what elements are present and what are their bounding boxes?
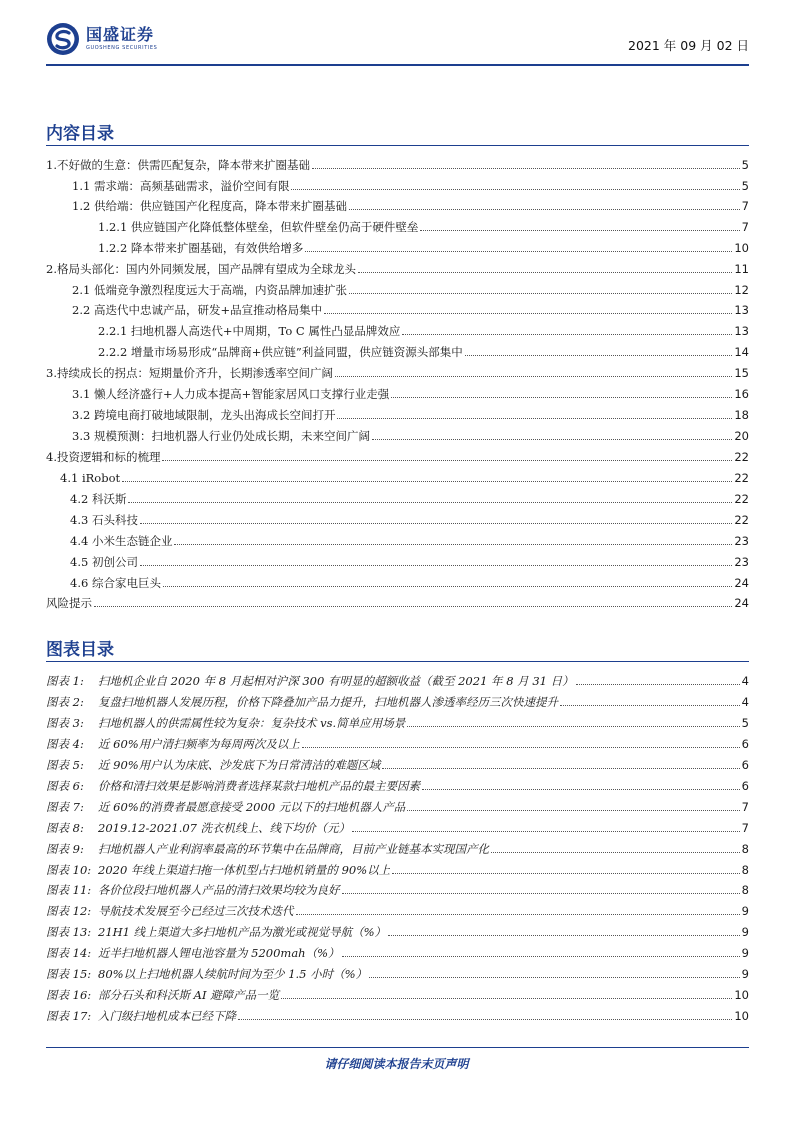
toc-entry[interactable] (98, 235, 749, 255)
toc-entry[interactable] (46, 590, 749, 610)
toc-entry-page: 18 (734, 408, 749, 422)
figure-entry-page: 8 (741, 863, 749, 877)
toc-entry[interactable] (98, 318, 749, 338)
figure-entry-label: 图表 17: (46, 1009, 92, 1023)
toc-entry-page: 7 (741, 199, 749, 213)
toc-entry-title: 2.格局头部化：国内外同频发展，国产品牌有望成为全球龙头 (46, 262, 356, 276)
toc-entry[interactable] (72, 423, 749, 443)
toc-entry-page: 13 (734, 303, 749, 317)
toc-entry[interactable] (46, 152, 749, 172)
toc-entry-page: 22 (734, 513, 749, 527)
figure-leader-dots (281, 998, 732, 999)
figure-leader-dots (382, 768, 739, 769)
brand-name: 国盛证券 (86, 25, 155, 44)
figure-entry[interactable] (46, 689, 749, 709)
toc-leader-dots (465, 355, 733, 356)
brand-name-en: GUOSHENG SECURITIES (86, 45, 158, 51)
toc-entry-page: 7 (741, 220, 749, 234)
toc-entry[interactable] (98, 214, 749, 234)
toc-leader-dots (324, 313, 732, 314)
contents-title-divider (46, 145, 749, 146)
figure-entry[interactable] (46, 731, 749, 751)
figure-leader-dots (576, 684, 740, 685)
toc-leader-dots (335, 376, 732, 377)
toc-entry-page: 12 (734, 283, 749, 297)
figure-leader-dots (302, 747, 740, 748)
report-date: 2021 年 09 月 02 日 (628, 38, 749, 53)
toc-entry-page: 20 (734, 429, 749, 443)
toc-entry-page: 15 (734, 366, 749, 380)
figure-leader-dots (369, 977, 740, 978)
toc-leader-dots (128, 502, 732, 503)
figure-leader-dots (238, 1019, 732, 1020)
toc-entry-page: 23 (734, 555, 749, 569)
figure-entry[interactable] (46, 940, 749, 960)
figure-entry-page: 9 (741, 904, 749, 918)
figure-entry-label: 图表 5: (46, 758, 84, 772)
figure-leader-dots (342, 893, 740, 894)
figure-entry-page: 9 (741, 946, 749, 960)
toc-entry-title: 3.3 规模预测：扫地机器人行业仍处成长期，未来空间广阔 (72, 429, 370, 443)
figure-leader-dots (296, 914, 740, 915)
figure-entry-label: 图表 10: (46, 863, 92, 877)
figure-entry-label: 图表 8: (46, 821, 84, 835)
toc-entry[interactable] (46, 360, 749, 380)
toc-leader-dots (163, 586, 732, 587)
toc-entry[interactable] (72, 173, 749, 193)
toc-entry-title: 2.1 低端竞争激烈程度远大于高端，内资品牌加速扩张 (72, 283, 347, 297)
toc-entry-title: 1.2 供给端：供应链国产化程度高，降本带来扩圈基础 (72, 199, 347, 213)
page-footer: 请仔细阅读本报告末页声明 (324, 1057, 469, 1071)
toc-leader-dots (140, 565, 732, 566)
toc-leader-dots (420, 230, 739, 231)
figure-entry-page: 6 (741, 737, 749, 751)
figure-leader-dots (407, 810, 739, 811)
figure-entry[interactable] (46, 961, 749, 981)
toc-entry-title: 1.2.2 降本带来扩圈基础，有效供给增多 (98, 241, 304, 255)
toc-entry-title: 4.5 初创公司 (70, 555, 138, 569)
figure-entry[interactable] (46, 794, 749, 814)
toc-leader-dots (372, 439, 732, 440)
toc-entry[interactable] (70, 486, 749, 506)
figure-entry-title: 复盘扫地机器人发展历程，价格下降叠加产品力提升，扫地机器人渗透率经历三次快速提升 (98, 695, 558, 709)
toc-leader-dots (349, 293, 732, 294)
figure-entry-label: 图表 11: (46, 883, 92, 897)
figure-entry-page: 7 (741, 800, 749, 814)
toc-entry-title: 1.不好做的生意：供需匹配复杂，降本带来扩圈基础 (46, 158, 310, 172)
toc-entry-page: 5 (741, 179, 749, 193)
figure-entry[interactable] (46, 668, 749, 688)
figure-entry-page: 10 (734, 1009, 749, 1023)
brand-logo-icon (46, 22, 80, 56)
toc-entry-title: 3.持续成长的拐点：短期量价齐升，长期渗透率空间广阔 (46, 366, 333, 380)
figure-entry[interactable] (46, 982, 749, 1002)
figure-entry[interactable] (46, 877, 749, 897)
toc-entry-title: 4.3 石头科技 (70, 513, 138, 527)
toc-entry[interactable] (70, 507, 749, 527)
figure-entry-title: 近 90%用户认为床底、沙发底下为日常清洁的难题区域 (98, 758, 381, 772)
figure-entry-label: 图表 1: (46, 674, 84, 688)
toc-entry-page: 23 (734, 534, 749, 548)
toc-entry-title: 1.2.1 供应链国产化降低整体壁垒，但软件壁垒仍高于硬件壁垒 (98, 220, 419, 234)
toc-entry-title: 4.1 iRobot (60, 471, 121, 485)
figure-entry-label: 图表 12: (46, 904, 92, 918)
figure-entry-label: 图表 9: (46, 842, 84, 856)
figure-entry[interactable] (46, 919, 749, 939)
figure-entry-title: 各价位段扫地机器人产品的清扫效果均较为良好 (98, 883, 340, 897)
figure-entry[interactable] (46, 836, 749, 856)
toc-leader-dots (174, 544, 732, 545)
figure-entry-page: 4 (741, 695, 749, 709)
figures-title-divider (46, 661, 749, 662)
figure-entry[interactable] (46, 710, 749, 730)
figure-entry-title: 导航技术发展至今已经过三次技术迭代 (98, 904, 294, 918)
figure-entry-title: 扫地机器人产业利润率最高的环节集中在品牌商，目前产业链基本实现国产化 (98, 842, 489, 856)
figure-entry[interactable] (46, 857, 749, 877)
figure-leader-dots (407, 726, 739, 727)
toc-entry-page: 10 (734, 241, 749, 255)
toc-entry-title: 3.2 跨境电商打破地域限制，龙头出海成长空间打开 (72, 408, 336, 422)
figure-entry-page: 9 (741, 925, 749, 939)
figure-entry[interactable] (46, 773, 749, 793)
figure-entry[interactable] (46, 815, 749, 835)
figure-leader-dots (422, 789, 740, 790)
toc-leader-dots (402, 334, 732, 335)
toc-entry[interactable] (98, 339, 749, 359)
toc-leader-dots (94, 606, 732, 607)
figure-entry-label: 图表 14: (46, 946, 92, 960)
figure-entry-label: 图表 13: (46, 925, 92, 939)
toc-entry[interactable] (72, 381, 749, 401)
figure-entry[interactable] (46, 1003, 749, 1023)
toc-entry-title: 4.4 小米生态链企业 (70, 534, 173, 548)
toc-entry-title: 4.2 科沃斯 (70, 492, 127, 506)
figure-entry[interactable] (46, 898, 749, 918)
toc-entry[interactable] (46, 444, 749, 464)
toc-leader-dots (337, 418, 732, 419)
toc-leader-dots (349, 209, 740, 210)
brand-logo (46, 22, 157, 56)
figure-entry-title: 扫地机器人的供需属性较为复杂：复杂技术 vs.简单应用场景 (98, 716, 406, 730)
toc-leader-dots (312, 168, 740, 169)
toc-entry-title: 4.投资逻辑和标的梳理 (46, 450, 161, 464)
figure-entry-title: 2019.12-2021.07 洗衣机线上、线下均价（元） (98, 821, 351, 835)
contents-title: 内容目录 (46, 124, 114, 144)
toc-leader-dots (140, 523, 732, 524)
toc-entry-page: 13 (734, 324, 749, 338)
toc-entry-title: 2.2.2 增量市场易形成“品牌商+供应链”利益同盟，供应链资源头部集中 (98, 345, 463, 359)
figure-leader-dots (560, 705, 740, 706)
toc-entry[interactable] (70, 570, 749, 590)
toc-entry-title: 4.6 综合家电巨头 (70, 576, 161, 590)
figure-entry-title: 价格和清扫效果是影响消费者选择某款扫地机产品的最主要因素 (98, 779, 420, 793)
figure-entry-title: 2020 年线上渠道扫拖一体机型占扫地机销量的 90%以上 (98, 863, 391, 877)
figure-leader-dots (342, 956, 740, 957)
header-divider (46, 64, 749, 66)
figure-entry-page: 5 (741, 716, 749, 730)
page-header (46, 22, 749, 62)
toc-entry-title: 3.1 懒人经济盛行+人力成本提高+智能家居风口支撑行业走强 (72, 387, 390, 401)
toc-entry-page: 16 (734, 387, 749, 401)
toc-entry[interactable] (46, 256, 749, 276)
figure-entry-title: 入门级扫地机成本已经下降 (98, 1009, 236, 1023)
toc-leader-dots (162, 460, 732, 461)
figures-title: 图表目录 (46, 640, 114, 660)
figure-entry-label: 图表 3: (46, 716, 84, 730)
toc-entry-page: 22 (734, 450, 749, 464)
toc-entry-title: 风险提示 (46, 596, 92, 610)
footer-divider (46, 1047, 749, 1048)
figure-leader-dots (388, 935, 740, 936)
figure-entry-label: 图表 6: (46, 779, 84, 793)
figure-entry-title: 80%以上扫地机器人续航时间为至少 1.5 小时（%） (98, 967, 368, 981)
figure-entry-title: 21H1 线上渠道大多扫地机产品为激光或视觉导航（%） (98, 925, 387, 939)
figure-leader-dots (392, 873, 740, 874)
toc-leader-dots (305, 251, 732, 252)
toc-entry[interactable] (70, 549, 749, 569)
figure-entry-page: 8 (741, 883, 749, 897)
toc-entry-title: 2.2.1 扫地机器人高迭代+中周期，To C 属性凸显品牌效应 (98, 324, 401, 338)
toc-entry-page: 22 (734, 492, 749, 506)
figure-entry-title: 部分石头和科沃斯 AI 避障产品一览 (98, 988, 280, 1002)
figure-leader-dots (491, 852, 740, 853)
figure-entry[interactable] (46, 752, 749, 772)
toc-entry-title: 1.1 需求端：高频基础需求，溢价空间有限 (72, 179, 290, 193)
toc-entry-page: 11 (734, 262, 749, 276)
toc-entry-page: 22 (734, 471, 749, 485)
figure-entry-title: 扫地机企业自 2020 年 8 月起相对沪深 300 有明显的超额收益（截至 2021 年 8 月 31 日） (98, 674, 574, 688)
toc-entry[interactable] (72, 297, 749, 317)
figure-entry-page: 6 (741, 779, 749, 793)
figure-leader-dots (352, 831, 740, 832)
toc-entry[interactable] (72, 277, 749, 297)
figure-entry-title: 近 60%用户清扫频率为每周两次及以上 (98, 737, 300, 751)
toc-entry-page: 24 (734, 576, 749, 590)
toc-entry[interactable] (60, 465, 749, 485)
figure-entry-label: 图表 4: (46, 737, 84, 751)
toc-leader-dots (391, 397, 732, 398)
toc-leader-dots (291, 189, 739, 190)
toc-entry[interactable] (70, 528, 749, 548)
toc-entry-title: 2.2 高迭代中忠诚产品，研发+品宣推动格局集中 (72, 303, 323, 317)
figure-entry-page: 8 (741, 842, 749, 856)
figure-entry-label: 图表 15: (46, 967, 92, 981)
toc-entry-page: 24 (734, 596, 749, 610)
toc-leader-dots (358, 272, 732, 273)
figure-entry-page: 10 (734, 988, 749, 1002)
toc-entry-page: 14 (734, 345, 749, 359)
toc-entry[interactable] (72, 193, 749, 213)
figure-entry-label: 图表 7: (46, 800, 84, 814)
figure-entry-page: 6 (741, 758, 749, 772)
figure-entry-page: 7 (741, 821, 749, 835)
toc-entry-page: 5 (741, 158, 749, 172)
figure-entry-title: 近半扫地机器人锂电池容量为 5200mah（%） (98, 946, 340, 960)
figure-entry-page: 4 (741, 674, 749, 688)
figure-entry-label: 图表 2: (46, 695, 84, 709)
figure-entry-title: 近 60%的消费者最愿意接受 2000 元以下的扫地机器人产品 (98, 800, 406, 814)
toc-leader-dots (122, 481, 732, 482)
figure-entry-label: 图表 16: (46, 988, 92, 1002)
figure-entry-page: 9 (741, 967, 749, 981)
toc-entry[interactable] (72, 402, 749, 422)
